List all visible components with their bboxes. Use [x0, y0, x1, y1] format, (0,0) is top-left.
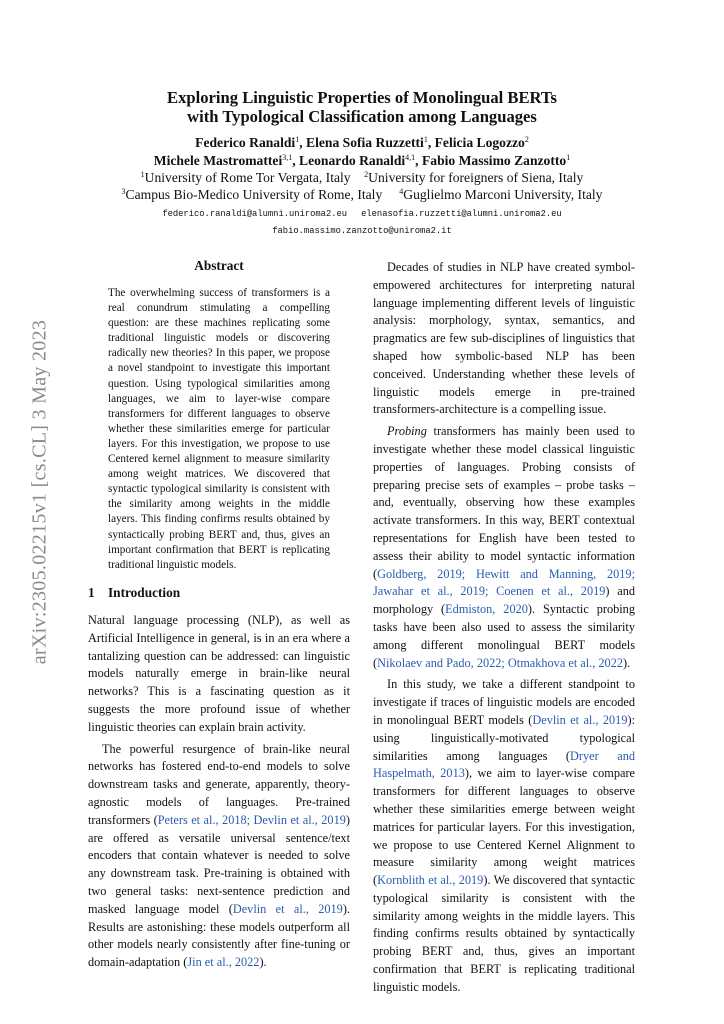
- email-link[interactable]: elenasofia.ruzzetti@alumni.uniroma2.eu: [361, 209, 562, 219]
- emphasis: Probing: [387, 424, 427, 439]
- author-affil-sup: 3,1: [282, 153, 293, 162]
- email-line-1: [90, 206, 634, 223]
- affil-sup: 3: [121, 187, 126, 196]
- email-link[interactable]: federico.ranaldi@alumni.uniroma2.eu: [162, 209, 348, 219]
- email-line-2: [90, 223, 634, 240]
- citation-link[interactable]: Goldberg, 2019; Hewitt and Manning, 2019; Jawahar et al., 2019; Coenen et al., 2019: [373, 566, 635, 599]
- author-line-1: Federico Ranaldi$^1$, Elena Sofia Ruzzetti$^1$, Felicia Logozzo$^2$: [195, 135, 529, 150]
- section-title: Introduction: [108, 585, 181, 600]
- paragraph: [88, 741, 350, 972]
- author-list: [90, 134, 634, 170]
- text-run: ) and morphology (: [373, 584, 635, 617]
- affil-sup: 1: [140, 170, 145, 179]
- author-affil-sup: 1: [295, 135, 300, 144]
- left-column-text: [88, 612, 350, 976]
- text-run: In this study, we take a different standpoint to investigate if traces of linguistic models are encoded in monolingual BERT models (: [373, 677, 635, 727]
- paragraph: Natural language processing (NLP), as well as Artificial Intelligence in general, is in an era where a tantalizing question can be addressed: can linguistic models naturally emerge in brain-like neural networks? This is a fascinating question as it suggests the more profound issue of whether linguistic theories can explain brain activity.: [88, 613, 350, 734]
- author-line-2: Michele Mastromattei$^{3,1}$, Leonardo Ranaldi$^{4,1}$, Fabio Massimo Zanzotto$^1$: [153, 153, 571, 168]
- text-run: ): using linguistically-motivated typological similarities among languages (: [373, 712, 635, 763]
- author-name: Felicia Logozzo: [434, 135, 525, 150]
- citation-link[interactable]: Dryer and Haspelmath, 2013: [373, 748, 635, 781]
- text-run: ). Results are astonishing: these models outperform all other models nearly consistently after fine-tuning or domain-adaptation (: [88, 901, 350, 970]
- section-number: 1: [88, 585, 95, 600]
- text-run: ).: [259, 955, 267, 970]
- citation-link[interactable]: Kornblith et al., 2019: [377, 873, 484, 888]
- affiliation: University of Rome Tor Vergata, Italy: [144, 170, 351, 185]
- affiliation-line-2: [90, 186, 634, 203]
- citation-link[interactable]: Devlin et al., 2019: [532, 712, 628, 727]
- text-run: ). We discovered that syntactic typological similarity is consistent with the similarity among weights in the middle layers. This finding confirms results obtained by syntactically probing BERT and, thus, gives an important confirmation that BERT is replicating traditional linguistic models.: [373, 873, 635, 994]
- title-line-1: Exploring Linguistic Properties of Monolingual BERTs: [167, 88, 557, 107]
- citation-link[interactable]: Devlin et al., 2019: [232, 901, 343, 916]
- author-affil-sup: 4,1: [405, 153, 416, 162]
- affiliation: University for foreigners of Siena, Italy: [368, 170, 584, 185]
- citation-link[interactable]: Edmiston, 2020: [445, 602, 528, 617]
- affiliations: [90, 169, 634, 203]
- author-affil-sup: 1: [423, 135, 428, 144]
- author-affil-sup: 1: [566, 153, 571, 162]
- text-run: The powerful resurgence of brain-like neural networks has fostered end-to-end models to solve downstream tasks and generate, apparently, theory-agnostic models of languages. Pre-trained transformers (: [88, 741, 350, 827]
- text-run: ). Syntactic probing tasks have been also used to assess the similarity among different monolingual BERT models (: [373, 602, 635, 670]
- arxiv-id: arXiv:2305.02215v1 [cs.CL] 3 May 2023: [28, 319, 51, 665]
- author-name: Michele Mastromattei: [153, 153, 283, 168]
- text-run: ).: [623, 655, 631, 670]
- text-run: ), we aim to layer-wise compare transformers for different languages to observe whether these similarities emerge between weight matrices for particular layers. For this investigation, we propose to use Centered Kernel Alignment to measure similarity among weight matrices (: [373, 766, 635, 888]
- title-line-2: with Typological Classification among Languages: [187, 107, 537, 126]
- affiliation: Guglielmo Marconi University, Italy: [403, 187, 603, 202]
- arxiv-identifier-sidebar: [28, 319, 51, 665]
- affiliation-line-1: [90, 169, 634, 186]
- affil-sup: 4: [399, 187, 404, 196]
- author-emails: [90, 206, 634, 240]
- right-column-text: [373, 259, 635, 1001]
- paragraph: Decades of studies in NLP have created symbol-empowered architectures for interpreting natural language implementing different levels of linguistic analysis: morphology, syntax, semantics, and pragmatics are few sub-disciplines of linguistics that shaped how symbolic-based NLP has been conceived. Understanding whether these levels of linguistic models emerge in pre-trained transformers-architecture is a compelling issue.: [373, 260, 635, 417]
- citation-link[interactable]: Peters et al., 2018; Devlin et al., 2019: [157, 812, 346, 827]
- abstract-heading: Abstract: [194, 258, 244, 273]
- affiliation: Campus Bio-Medico University of Rome, Italy: [125, 187, 383, 202]
- citation-link[interactable]: Nikolaev and Pado, 2022; Otmakhova et al., 2022: [377, 655, 623, 670]
- author-name: Elena Sofia Ruzzetti: [306, 135, 424, 150]
- paper-title: [100, 88, 624, 126]
- author-name: Leonardo Ranaldi: [299, 153, 406, 168]
- section-heading-introduction: [88, 585, 350, 601]
- text-run: transformers has mainly been used to investigate whether these model classical linguistic properties of languages. Probing consists of preparing precise sets of examples – probe tasks – and, eventually, observing how these examples activate transformers. In this way, BERT contextual representations for English have been tested to assess their ability to model syntactic information (: [373, 424, 635, 581]
- author-affil-sup: 2: [524, 135, 529, 144]
- citation-link[interactable]: Jin et al., 2022: [187, 955, 260, 970]
- affil-sup: 2: [364, 170, 369, 179]
- paragraph: [373, 676, 635, 996]
- abstract-body: The overwhelming success of transformers is a real conundrum stimulating a compelling question: are these machines replicating some traditional linguistic models or discovering radically new theories? In this paper, we propose a novel standpoint to investigate this important question. Using typological similarities among languages, we aim to layer-wise compare transformers for different languages to observe whether these similarities emerge for particular layers. For this investigation, we propose to use Centered kernel alignment to measure similarity among weight matrices. We discovered that syntactic typological similarity is consistent with the similarity among weights in the middle layers. This finding confirms results obtained by syntactically probing BERT and, thus, gives an important confirmation that BERT is replicating traditional linguistic models.: [108, 287, 330, 571]
- email-link[interactable]: fabio.massimo.zanzotto@uniroma2.it: [272, 226, 452, 236]
- paragraph: [373, 423, 635, 672]
- text-run: ) are offered as versatile universal sentence/text encoders that contain whatever is needed to solve any downstream task. Pre-training is obtained with two general tasks: next-sentence prediction and masked language model (: [88, 812, 350, 916]
- author-name: Fabio Massimo Zanzotto: [421, 153, 567, 168]
- author-name: Federico Ranaldi: [195, 135, 296, 150]
